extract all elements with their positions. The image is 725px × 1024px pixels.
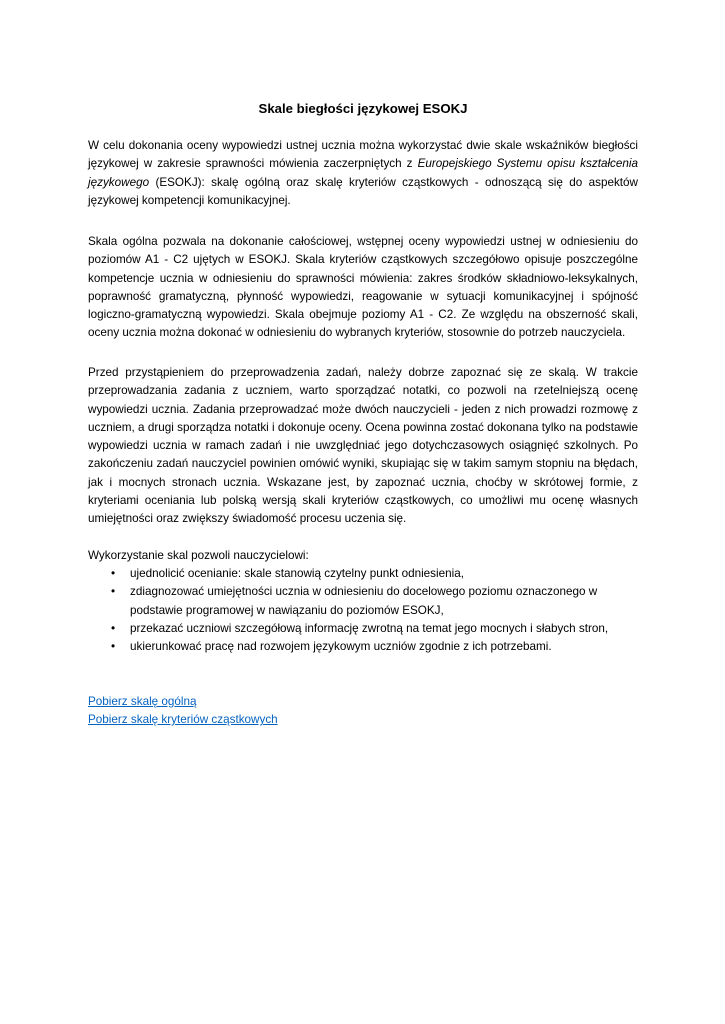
list-intro: Wykorzystanie skal pozwoli nauczycielowi: [88, 549, 309, 562]
list-item [88, 620, 650, 638]
list-item [88, 638, 650, 656]
benefits-list [88, 565, 638, 656]
download-links [88, 693, 278, 730]
list-item-text: ukierunkować pracę nad rozwojem językowym uczniów zgodnie z ich potrzebami. [130, 640, 552, 653]
paragraph-intro [88, 137, 638, 210]
list-item-text: zdiagnozować umiejętności ucznia w odniesieniu do docelowego poziomu oznaczonego w podstawie programowej w nawiązaniu do poziomów ESOKJ, [130, 585, 598, 617]
paragraph-intro-text-a: W celu dokonania oceny wypowiedzi ustnej ucznia można wykorzystać dwie skale wskaźników biegłości językowej w zakresie sprawności mówienia zaczerpniętych z [88, 139, 638, 171]
list-item-text: przekazać uczniowi szczegółową informację zwrotną na temat jego mocnych i słabych stron, [130, 621, 609, 635]
page-title: Skale biegłości językowej ESOKJ [258, 101, 468, 116]
list-item-text: ujednolicić ocenianie: skale stanowią czytelny punkt odniesienia, [130, 567, 464, 580]
bullet-icon: • [111, 567, 116, 580]
list-item [88, 565, 650, 583]
bullet-icon: • [111, 621, 116, 635]
bullet-icon: • [111, 585, 116, 599]
bullet-icon: • [111, 640, 116, 653]
paragraph-procedure: Przed przystąpieniem do przeprowadzenia zadań, należy dobrze zapoznać się ze skalą. W trakcie przeprowadzania zadania z uczniem, warto sporządzać notatki, co pozwoli na rzetelniejszą ocenę wypowiedzi ucznia. Zadania przeprowadzać może dwóch nauczycieli - jeden z nich prowadzi rozmowę z uczniem, a drugi sporządza notatki i dokonuje oceny. Ocena powinna zostać dokonana tylko na podstawie wypowiedzi ucznia w ramach zadań i nie uwzględniać jego dotychczasowych osiągnięć szkolnych. Po zakończeniu zadań nauczyciel powinien omówić wyniki, skupiając się w takim samym stopniu na błędach, jak i mocnych stronach ucznia. Wskazane jest, by zapoznać ucznia, choćby w skrótowej formie, z kryteriami oceniania lub polską wersją skali kryteriów cząstkowych, co umożliwi mu ocenę własnych umiejętności oraz zwiększy świadomość procesu uczenia się. [88, 366, 638, 525]
download-partial-scale-link[interactable]: Pobierz skalę kryteriów cząstkowych [88, 713, 278, 727]
paragraph-intro-text-b: (ESOKJ): skalę ogólną oraz skalę kryteriów cząstkowych - odnoszącą się do aspektów językowej kompetencji komunikacyjnej. [88, 175, 638, 207]
paragraph-intro-italic: Europejskiego Systemu opisu kształcenia językowego [88, 157, 638, 189]
list-item [88, 583, 650, 620]
download-general-scale-link[interactable]: Pobierz skalę ogólną [88, 695, 197, 708]
paragraph-general-scale: Skala ogólna pozwala na dokonanie całościowej, wstępnej oceny wypowiedzi ustnej w odniesieniu do poziomów A1 - C2 ujętych w ESOKJ. Skala kryteriów cząstkowych szczegółowo opisuje poszczególne kompetencje ucznia w odniesieniu do sprawności mówienia: zakres środków składniowo-leksykalnych, poprawność gramatyczną, płynność wypowiedzi, reagowanie w sytuacji komunikacyjnej i spójność logiczno-gramatyczną wypowiedzi. Skala obejmuje poziomy A1 - C2. Ze względu na obszerność skali, oceny ucznia można dokonać w odniesieniu do wybranych kryteriów, stosownie do potrzeb nauczyciela. [88, 235, 638, 340]
